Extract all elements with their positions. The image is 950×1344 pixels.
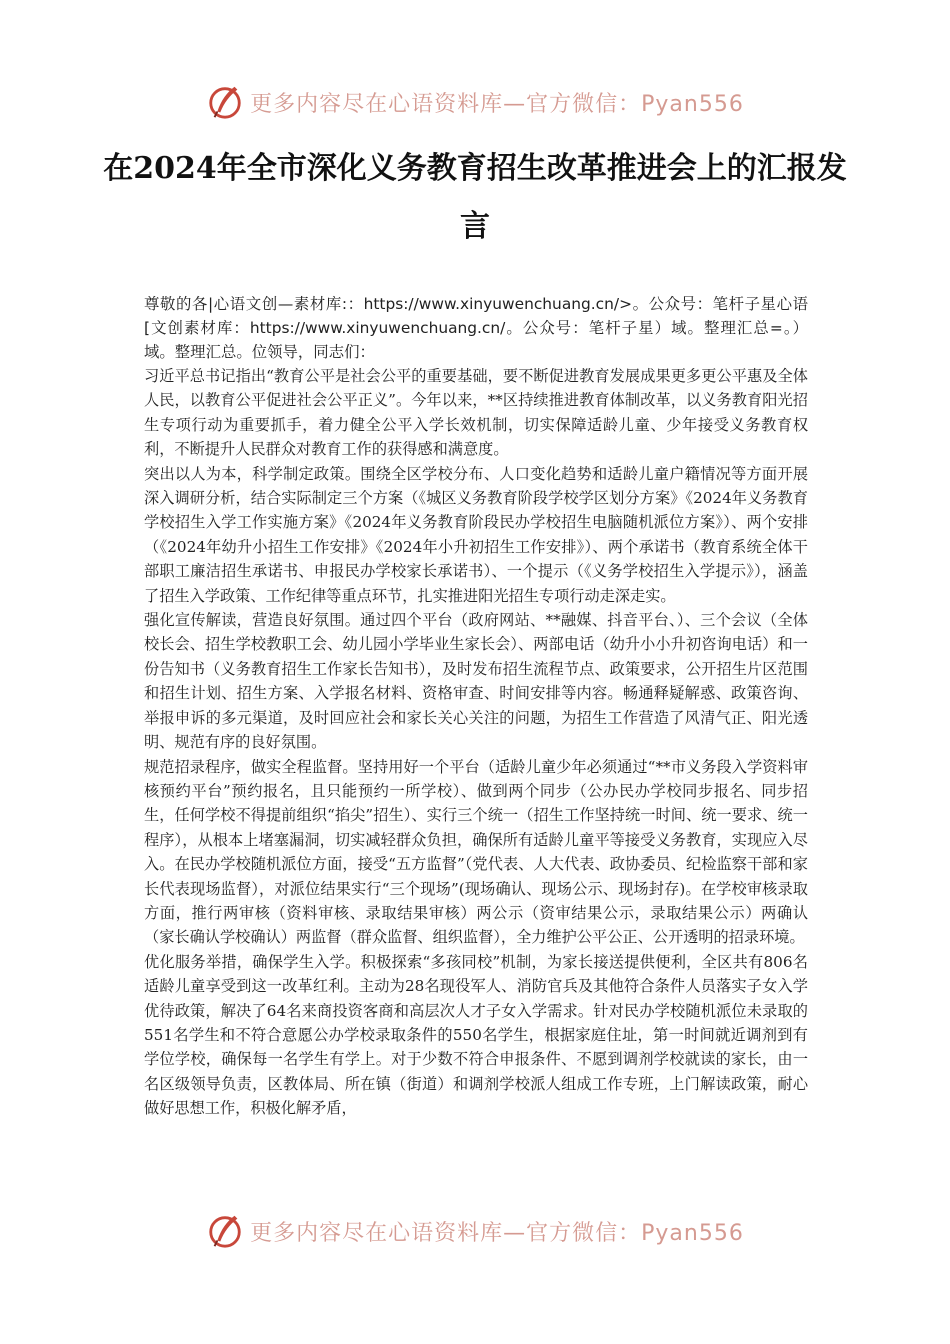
document-title: 在2024年全市深化义务教育招生改革推进会上的汇报发言	[103, 151, 847, 244]
document-body	[144, 292, 808, 1121]
quill-logo-icon	[206, 83, 244, 121]
body-paragraph: 习近平总书记指出“教育公平是社会公平的重要基础，要不断促进教育发展成果更多更公平惠及全体人民，以教育公平促进社会公平正义”。今年以来，**区持续推进教育体制改革，以义务教育阳光招生专项行动为重要抓手，着力健全公平入学长效机制，切实保障适龄儿童、少年接受义务教育权利，不断提升人民群众对教育工作的获得感和满意度。	[144, 367, 808, 459]
body-paragraph: 突出以人为本，科学制定政策。围绕全区学校分布、人口变化趋势和适龄儿童户籍情况等方面开展深入调研分析，结合实际制定三个方案（《城区义务教育阶段学校学区划分方案》《2024年义务教育学校招生入学工作实施方案》《2024年义务教育阶段民办学校招生电脑随机派位方案》）、两个安排（《2024年幼升小招生工作安排》《2024年小升初招生工作安排》）、两个承诺书（教育系统全体干部职工廉洁招生承诺书、申报民办学校家长承诺书）、一个提示（《义务学校招生入学提示》），涵盖了招生入学政策、工作纪律等重点环节，扎实推进阳光招生专项行动走深走实。	[144, 464, 808, 605]
banner-text: 更多内容尽在心语资料库—官方微信：Pyan556	[250, 1220, 744, 1246]
greeting-paragraph: 尊敬的各|心语文创—素材库:：https://www.xinyuwenchuang.cn/>。公众号：笔杆子星心语[文创素材库：https://www.xinyuwenchuang.cn/。公众号：笔杆子星）域。整理汇总=。）域。整理汇总。位领导，同志们：	[144, 295, 808, 361]
banner-text: 更多内容尽在心语资料库—官方微信：Pyan556	[250, 91, 744, 117]
body-paragraph: 优化服务举措，确保学生入学。积极探索“多孩同校”机制，为家长接送提供便利，全区共有806名适龄儿童享受到这一改革红利。主动为28名现役军人、消防官兵及其他符合条件人员落实子女入学优待政策，解决了64名来商投资客商和高层次人才子女入学需求。针对民办学校随机派位未录取的551名学生和不符合意愿公办学校录取条件的550名学生，根据家庭住址，第一时间就近调剂到有学位学校，确保每一名学生有学上。对于少数不符合申报条件、不愿到调剂学校就读的家长，由一名区级领导负责，区教体局、所在镇（街道）和调剂学校派人组成工作专班，上门解读政策，耐心做好思想工作，积极化解矛盾，	[144, 952, 808, 1118]
header-banner	[0, 80, 950, 124]
footer-banner	[0, 1209, 950, 1253]
body-paragraph: 强化宣传解读，营造良好氛围。通过四个平台（政府网站、**融媒、抖音平台、）、三个会议（全体校长会、招生学校教职工会、幼儿园小学毕业生家长会）、两部电话（幼升小小升初咨询电话）和一份告知书（义务教育招生工作家长告知书），及时发布招生流程节点、政策要求，公开招生片区范围和招生计划、招生方案、入学报名材料、资格审查、时间安排等内容。畅通释疑解惑、政策咨询、举报申诉的多元渠道，及时回应社会和家长关心关注的问题，为招生工作营造了风清气正、阳光透明、规范有序的良好氛围。	[144, 611, 808, 752]
body-paragraph: 规范招录程序，做实全程监督。坚持用好一个平台（适龄儿童少年必须通过“**市义务段入学资料审核预约平台”预约报名，且只能预约一所学校）、做到两个同步（公办民办学校同步报名、同步招生，任何学校不得提前组织“掐尖”招生）、实行三个统一（招生工作坚持统一时间、统一要求、统一程序），从根本上堵塞漏洞，切实减轻群众负担，确保所有适龄儿童平等接受义务教育，实现应入尽入。在民办学校随机派位方面，接受“五方监督”（党代表、人大代表、政协委员、纪检监察干部和家长代表现场监督），对派位结果实行“三个现场”(现场确认、现场公示、现场封存)。在学校审核录取方面，推行两审核（资料审核、录取结果审核）两公示（资审结果公示，录取结果公示）两确认（家长确认学校确认）两监督（群众监督、组织监督），全力维护公平公正、公开透明的招录环境。	[144, 757, 808, 947]
quill-logo-icon	[206, 1212, 244, 1250]
